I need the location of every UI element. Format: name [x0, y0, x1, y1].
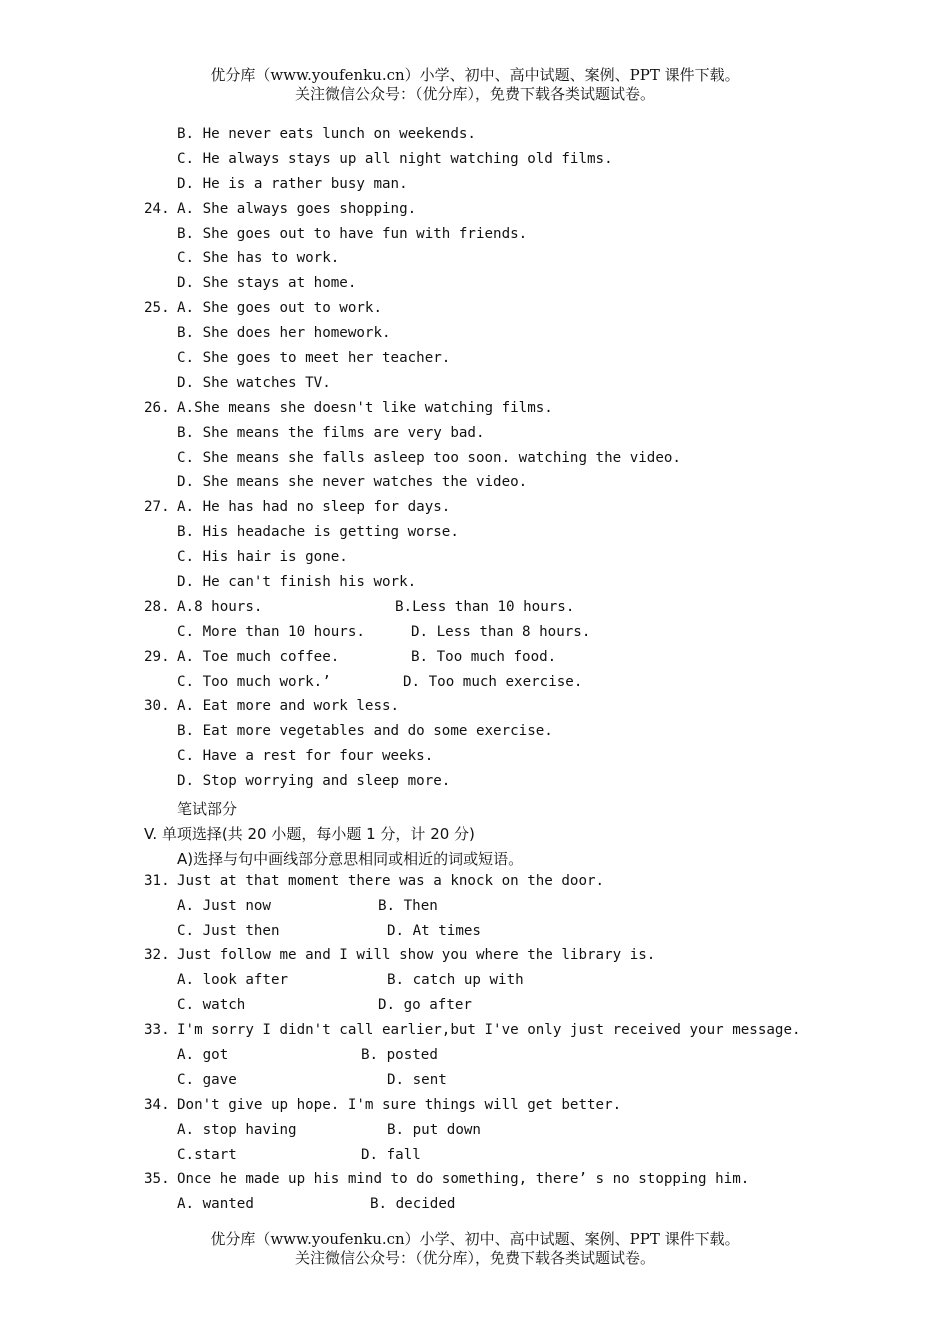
page-header [0, 66, 950, 104]
line-text: B. She means the films are very bad. [177, 424, 485, 441]
line-text: B. She goes out to have fun with friends. [177, 225, 528, 242]
text-line [0, 846, 950, 871]
question-number: 34. [144, 1096, 170, 1113]
line-text: D. She means she never watches the video. [177, 474, 528, 491]
line-text: D. Stop worrying and sleep more. [177, 773, 451, 790]
line-text: C. She means she falls asleep too soon. watching the video. [177, 449, 681, 466]
line-text: A)选择与句中画线部分意思相同或相近的词或短语。 [177, 849, 524, 868]
text-line [0, 423, 950, 448]
text-line [0, 622, 950, 647]
line-text: C. She goes to meet her teacher. [177, 350, 451, 367]
option-text: D. Too much exercise. [403, 673, 583, 690]
text-line [0, 672, 950, 697]
question-number: 35. [144, 1171, 170, 1188]
question-line [0, 199, 950, 224]
line-text: D. He is a rather busy man. [177, 175, 408, 192]
option-text: D. At times [387, 922, 481, 939]
text-line [0, 373, 950, 398]
option-text: B. decided [370, 1196, 456, 1213]
header-line-1: 优分库（www.youfenku.cn）小学、初中、高中试题、案例、PPT 课件下载。 [210, 66, 740, 84]
text-line [0, 248, 950, 273]
line-text: D. She watches TV. [177, 374, 331, 391]
question-line [0, 298, 950, 323]
option-text: C. Just then [177, 922, 280, 939]
text-line [0, 771, 950, 796]
text-line [0, 348, 950, 373]
question-number: 28. [144, 598, 170, 615]
line-text: A.She means she doesn't like watching films. [177, 399, 553, 416]
option-text: B. Then [378, 897, 438, 914]
text-line [0, 1120, 950, 1145]
text-line [0, 721, 950, 746]
line-text: B. She does her homework. [177, 325, 391, 342]
header-line-2: 关注微信公众号：（优分库），免费下载各类试题试卷。 [294, 85, 655, 103]
line-text: B. Eat more vegetables and do some exercise. [177, 723, 553, 740]
text-line [0, 1045, 950, 1070]
question-line [0, 696, 950, 721]
option-text: A. wanted [177, 1196, 254, 1213]
line-text: C. Have a rest for four weeks. [177, 748, 434, 765]
text-line [0, 1194, 950, 1219]
text-line [0, 746, 950, 771]
text-line [0, 921, 950, 946]
question-number: 31. [144, 872, 170, 889]
option-text: B. Too much food. [411, 648, 557, 665]
line-text: A. She goes out to work. [177, 300, 382, 317]
line-text: Just follow me and I will show you where the library is. [177, 947, 656, 964]
question-number: 32. [144, 947, 170, 964]
option-text: C.start [177, 1146, 237, 1163]
question-line [0, 871, 950, 896]
question-number: 25. [144, 300, 170, 317]
line-text: Once he made up his mind to do something, there’ s no stopping him. [177, 1171, 750, 1188]
question-line [0, 945, 950, 970]
page-footer [0, 1230, 950, 1268]
line-text: I'm sorry I didn't call earlier,but I've only just received your message. [177, 1022, 801, 1039]
text-line [0, 995, 950, 1020]
text-line [0, 273, 950, 298]
option-text: A. look after [177, 972, 289, 989]
line-text: A. Eat more and work less. [177, 698, 400, 715]
line-text: D. He can't finish his work. [177, 574, 417, 591]
option-text: D. fall [361, 1146, 421, 1163]
text-line [0, 547, 950, 572]
line-text: Just at that moment there was a knock on the door. [177, 872, 605, 889]
question-number: 33. [144, 1022, 170, 1039]
line-text: V. 单项选择(共 20 小题，每小题 1 分，计 20 分) [144, 824, 475, 843]
option-text: B. catch up with [387, 972, 524, 989]
option-text: B.Less than 10 hours. [395, 598, 575, 615]
option-text: A. Toe much coffee. [177, 648, 340, 665]
question-number: 24. [144, 200, 170, 217]
question-line [0, 647, 950, 672]
question-number: 26. [144, 399, 170, 416]
footer-line-2: 关注微信公众号：（优分库），免费下载各类试题试卷。 [294, 1249, 655, 1267]
text-line [0, 174, 950, 199]
line-text: A. He has had no sleep for days. [177, 499, 451, 516]
question-number: 27. [144, 499, 170, 516]
text-line [0, 124, 950, 149]
text-line [0, 821, 950, 846]
option-text: C. Too much work.’ [177, 673, 331, 690]
text-line [0, 522, 950, 547]
text-line [0, 572, 950, 597]
question-line [0, 1095, 950, 1120]
exam-body [0, 124, 950, 1219]
question-line [0, 597, 950, 622]
option-text: C. gave [177, 1071, 237, 1088]
text-line [0, 472, 950, 497]
option-text: D. sent [387, 1071, 447, 1088]
text-line [0, 1145, 950, 1170]
text-line [0, 224, 950, 249]
question-line [0, 398, 950, 423]
line-text: B. He never eats lunch on weekends. [177, 126, 476, 142]
footer-line-1: 优分库（www.youfenku.cn）小学、初中、高中试题、案例、PPT 课件下载。 [210, 1230, 740, 1248]
question-line [0, 1020, 950, 1045]
option-text: A. got [177, 1046, 229, 1063]
text-line [0, 448, 950, 473]
line-text: C. He always stays up all night watching old films. [177, 150, 613, 167]
text-line [0, 970, 950, 995]
option-text: B. put down [387, 1121, 481, 1138]
option-text: A.8 hours. [177, 598, 263, 615]
option-text: B. posted [361, 1046, 438, 1063]
line-text: C. She has to work. [177, 250, 340, 267]
text-line [0, 796, 950, 821]
text-line [0, 149, 950, 174]
option-text: D. Less than 8 hours. [411, 623, 591, 640]
option-text: C. More than 10 hours. [177, 623, 365, 640]
option-text: A. Just now [177, 897, 271, 914]
line-text: D. She stays at home. [177, 275, 357, 292]
question-number: 29. [144, 648, 170, 665]
line-text: C. His hair is gone. [177, 549, 348, 566]
option-text: A. stop having [177, 1121, 297, 1138]
text-line [0, 896, 950, 921]
text-line [0, 323, 950, 348]
line-text: Don't give up hope. I'm sure things will get better. [177, 1096, 622, 1113]
question-line [0, 497, 950, 522]
option-text: D. go after [378, 997, 472, 1014]
line-text: 笔试部分 [177, 800, 238, 819]
line-text: A. She always goes shopping. [177, 200, 417, 217]
option-text: C. watch [177, 997, 246, 1014]
text-line [0, 1070, 950, 1095]
question-line [0, 1169, 950, 1194]
question-number: 30. [144, 698, 170, 715]
line-text: B. His headache is getting worse. [177, 524, 459, 541]
